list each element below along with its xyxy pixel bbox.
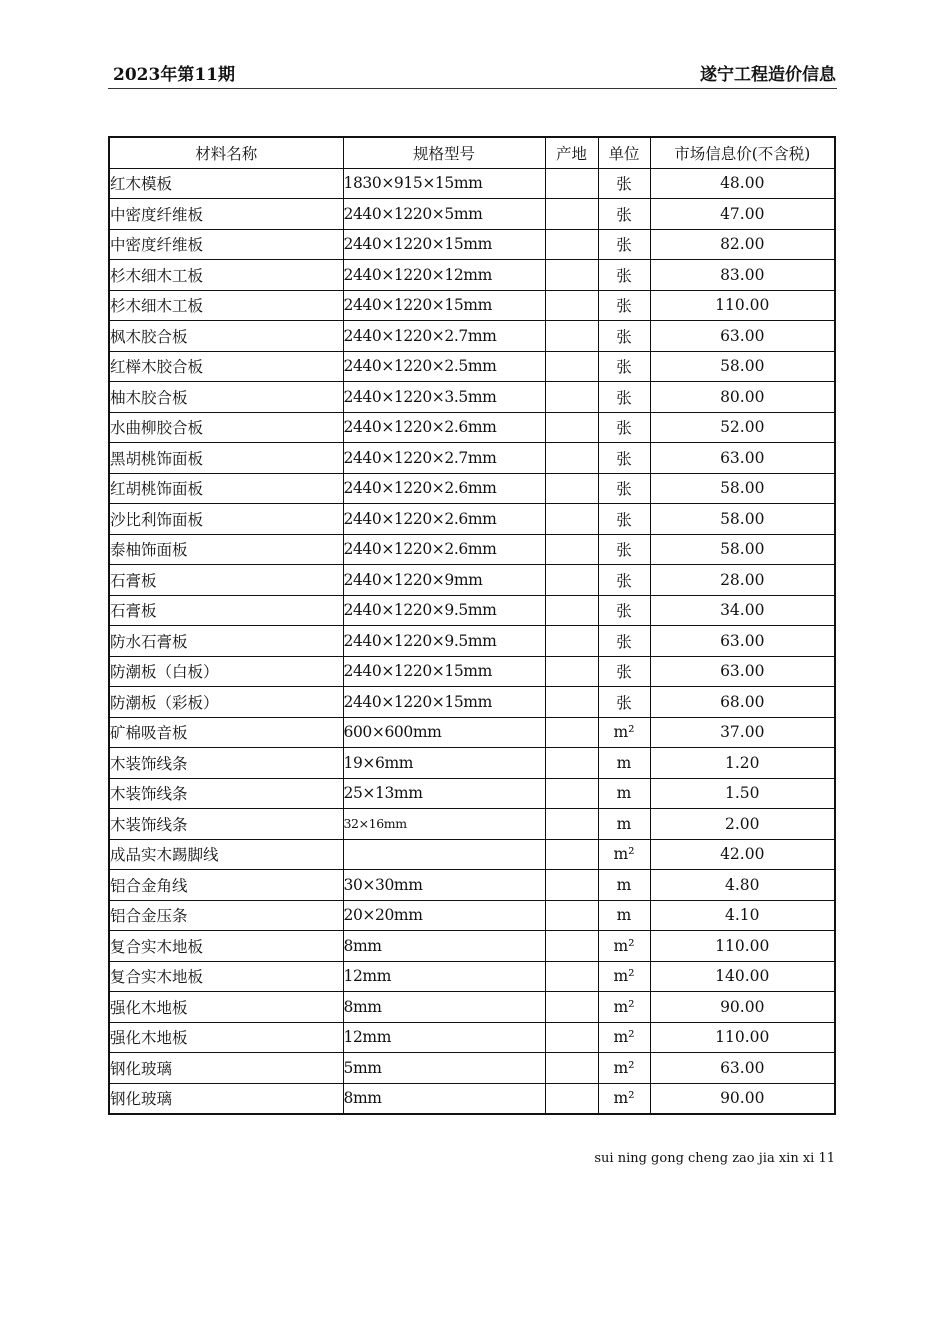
table-row <box>109 229 835 260</box>
unit-cell: 张 <box>598 473 650 504</box>
origin-cell <box>545 229 598 260</box>
origin-cell <box>545 168 598 199</box>
table-row <box>109 717 835 748</box>
table-row <box>109 412 835 443</box>
material-name-cell: 成品实木踢脚线 <box>109 839 343 870</box>
column-header-price: 市场信息价(不含税) <box>650 137 835 168</box>
unit-cell: 张 <box>598 229 650 260</box>
material-name-cell: 中密度纤维板 <box>109 229 343 260</box>
unit-cell: m <box>598 778 650 809</box>
origin-cell <box>545 565 598 596</box>
spec-cell: 1830×915×15mm <box>343 168 545 199</box>
table-row <box>109 534 835 565</box>
table-row <box>109 1083 835 1114</box>
table-row <box>109 443 835 474</box>
price-table <box>108 136 836 1115</box>
origin-cell <box>545 1022 598 1053</box>
material-name-cell: 复合实木地板 <box>109 961 343 992</box>
table-row <box>109 382 835 413</box>
origin-cell <box>545 1053 598 1084</box>
unit-cell: 张 <box>598 687 650 718</box>
unit-cell: 张 <box>598 504 650 535</box>
table-row <box>109 321 835 352</box>
issue-label: 2023年第11期 <box>113 65 235 85</box>
unit-cell: m² <box>598 1022 650 1053</box>
spec-cell: 2440×1220×15mm <box>343 656 545 687</box>
unit-cell: m² <box>598 961 650 992</box>
origin-cell <box>545 778 598 809</box>
unit-cell: 张 <box>598 321 650 352</box>
price-cell: 110.00 <box>650 290 835 321</box>
material-name-cell: 强化木地板 <box>109 992 343 1023</box>
price-cell: 4.10 <box>650 900 835 931</box>
table-row <box>109 687 835 718</box>
unit-cell: 张 <box>598 168 650 199</box>
material-name-cell: 泰柚饰面板 <box>109 534 343 565</box>
price-cell: 37.00 <box>650 717 835 748</box>
spec-cell: 30×30mm <box>343 870 545 901</box>
origin-cell <box>545 351 598 382</box>
price-cell: 110.00 <box>650 931 835 962</box>
material-name-cell: 石膏板 <box>109 565 343 596</box>
unit-cell: 张 <box>598 351 650 382</box>
price-cell: 47.00 <box>650 199 835 230</box>
spec-cell: 2440×1220×9mm <box>343 565 545 596</box>
material-name-cell: 水曲柳胶合板 <box>109 412 343 443</box>
spec-cell: 2440×1220×2.6mm <box>343 473 545 504</box>
price-cell: 58.00 <box>650 504 835 535</box>
material-name-cell: 木装饰线条 <box>109 778 343 809</box>
spec-cell: 5mm <box>343 1053 545 1084</box>
table-row <box>109 595 835 626</box>
origin-cell <box>545 290 598 321</box>
unit-cell: 张 <box>598 565 650 596</box>
price-cell: 90.00 <box>650 1083 835 1114</box>
unit-cell: m² <box>598 992 650 1023</box>
origin-cell <box>545 412 598 443</box>
material-name-cell: 杉木细木工板 <box>109 290 343 321</box>
price-cell: 140.00 <box>650 961 835 992</box>
price-cell: 63.00 <box>650 656 835 687</box>
material-name-cell: 防潮板（彩板） <box>109 687 343 718</box>
price-cell: 4.80 <box>650 870 835 901</box>
origin-cell <box>545 870 598 901</box>
table-row <box>109 351 835 382</box>
spec-cell: 2440×1220×2.5mm <box>343 351 545 382</box>
material-name-cell: 防水石膏板 <box>109 626 343 657</box>
origin-cell <box>545 656 598 687</box>
unit-cell: 张 <box>598 382 650 413</box>
unit-cell: 张 <box>598 260 650 291</box>
origin-cell <box>545 931 598 962</box>
table-row <box>109 992 835 1023</box>
spec-cell: 2440×1220×5mm <box>343 199 545 230</box>
material-name-cell: 矿棉吸音板 <box>109 717 343 748</box>
origin-cell <box>545 687 598 718</box>
unit-cell: m <box>598 748 650 779</box>
origin-cell <box>545 717 598 748</box>
spec-cell: 32×16mm <box>343 809 545 840</box>
table-row <box>109 168 835 199</box>
material-name-cell: 钢化玻璃 <box>109 1053 343 1084</box>
material-name-cell: 木装饰线条 <box>109 748 343 779</box>
material-name-cell: 强化木地板 <box>109 1022 343 1053</box>
spec-cell: 2440×1220×3.5mm <box>343 382 545 413</box>
spec-cell: 2440×1220×9.5mm <box>343 595 545 626</box>
table-row <box>109 1053 835 1084</box>
spec-cell: 12mm <box>343 1022 545 1053</box>
unit-cell: 张 <box>598 656 650 687</box>
material-name-cell: 枫木胶合板 <box>109 321 343 352</box>
origin-cell <box>545 443 598 474</box>
origin-cell <box>545 809 598 840</box>
unit-cell: 张 <box>598 443 650 474</box>
price-cell: 63.00 <box>650 626 835 657</box>
origin-cell <box>545 534 598 565</box>
spec-cell: 2440×1220×15mm <box>343 290 545 321</box>
price-cell: 42.00 <box>650 839 835 870</box>
price-cell: 28.00 <box>650 565 835 596</box>
price-cell: 68.00 <box>650 687 835 718</box>
material-name-cell: 中密度纤维板 <box>109 199 343 230</box>
unit-cell: m <box>598 809 650 840</box>
spec-cell: 2440×1220×15mm <box>343 687 545 718</box>
material-name-cell: 铝合金压条 <box>109 900 343 931</box>
price-cell: 63.00 <box>650 443 835 474</box>
table-row <box>109 900 835 931</box>
page-footer: sui ning gong cheng zao jia xin xi 11 <box>594 1151 835 1166</box>
material-name-cell: 杉木细木工板 <box>109 260 343 291</box>
price-cell: 63.00 <box>650 1053 835 1084</box>
material-name-cell: 红木模板 <box>109 168 343 199</box>
price-cell: 83.00 <box>650 260 835 291</box>
table-row <box>109 778 835 809</box>
table-body <box>109 168 835 1114</box>
column-header-unit: 单位 <box>598 137 650 168</box>
unit-cell: 张 <box>598 626 650 657</box>
column-header-name: 材料名称 <box>109 137 343 168</box>
spec-cell: 8mm <box>343 1083 545 1114</box>
publication-title: 遂宁工程造价信息 <box>700 65 836 85</box>
price-cell: 58.00 <box>650 351 835 382</box>
spec-cell: 2440×1220×2.6mm <box>343 534 545 565</box>
material-name-cell: 石膏板 <box>109 595 343 626</box>
price-cell: 82.00 <box>650 229 835 260</box>
material-name-cell: 柚木胶合板 <box>109 382 343 413</box>
spec-cell: 8mm <box>343 992 545 1023</box>
origin-cell <box>545 473 598 504</box>
spec-cell: 19×6mm <box>343 748 545 779</box>
spec-cell: 2440×1220×2.7mm <box>343 321 545 352</box>
unit-cell: m² <box>598 1053 650 1084</box>
material-name-cell: 沙比利饰面板 <box>109 504 343 535</box>
material-name-cell: 红胡桃饰面板 <box>109 473 343 504</box>
price-cell: 34.00 <box>650 595 835 626</box>
origin-cell <box>545 321 598 352</box>
table-row <box>109 290 835 321</box>
price-cell: 1.20 <box>650 748 835 779</box>
material-name-cell: 铝合金角线 <box>109 870 343 901</box>
unit-cell: 张 <box>598 199 650 230</box>
unit-cell: m² <box>598 717 650 748</box>
unit-cell: m² <box>598 839 650 870</box>
unit-cell: 张 <box>598 412 650 443</box>
spec-cell: 2440×1220×15mm <box>343 229 545 260</box>
unit-cell: m² <box>598 1083 650 1114</box>
table-row <box>109 1022 835 1053</box>
price-cell: 58.00 <box>650 534 835 565</box>
unit-cell: m <box>598 870 650 901</box>
origin-cell <box>545 595 598 626</box>
price-cell: 1.50 <box>650 778 835 809</box>
spec-cell: 12mm <box>343 961 545 992</box>
spec-cell: 2440×1220×2.6mm <box>343 412 545 443</box>
origin-cell <box>545 260 598 291</box>
unit-cell: 张 <box>598 534 650 565</box>
origin-cell <box>545 961 598 992</box>
price-cell: 90.00 <box>650 992 835 1023</box>
spec-cell: 8mm <box>343 931 545 962</box>
price-cell: 2.00 <box>650 809 835 840</box>
origin-cell <box>545 504 598 535</box>
table-row <box>109 565 835 596</box>
spec-cell: 20×20mm <box>343 900 545 931</box>
price-cell: 52.00 <box>650 412 835 443</box>
unit-cell: 张 <box>598 595 650 626</box>
origin-cell <box>545 839 598 870</box>
column-header-spec: 规格型号 <box>343 137 545 168</box>
table-row <box>109 199 835 230</box>
material-name-cell: 木装饰线条 <box>109 809 343 840</box>
price-cell: 48.00 <box>650 168 835 199</box>
origin-cell <box>545 1083 598 1114</box>
table-header <box>109 137 835 168</box>
material-name-cell: 钢化玻璃 <box>109 1083 343 1114</box>
table-row <box>109 931 835 962</box>
price-cell: 58.00 <box>650 473 835 504</box>
spec-cell: 25×13mm <box>343 778 545 809</box>
spec-cell: 2440×1220×9.5mm <box>343 626 545 657</box>
table-row <box>109 839 835 870</box>
table-row <box>109 626 835 657</box>
spec-cell <box>343 839 545 870</box>
price-cell: 80.00 <box>650 382 835 413</box>
header-divider <box>108 88 837 89</box>
price-cell: 63.00 <box>650 321 835 352</box>
origin-cell <box>545 992 598 1023</box>
table-row <box>109 473 835 504</box>
spec-cell: 2440×1220×12mm <box>343 260 545 291</box>
table-row <box>109 870 835 901</box>
origin-cell <box>545 199 598 230</box>
table-row <box>109 260 835 291</box>
table-row <box>109 809 835 840</box>
table-row <box>109 656 835 687</box>
material-name-cell: 复合实木地板 <box>109 931 343 962</box>
price-cell: 110.00 <box>650 1022 835 1053</box>
material-name-cell: 防潮板（白板） <box>109 656 343 687</box>
origin-cell <box>545 900 598 931</box>
table-header-row <box>109 137 835 168</box>
spec-cell: 600×600mm <box>343 717 545 748</box>
spec-cell: 2440×1220×2.6mm <box>343 504 545 535</box>
origin-cell <box>545 748 598 779</box>
column-header-origin: 产地 <box>545 137 598 168</box>
table-row <box>109 748 835 779</box>
unit-cell: m <box>598 900 650 931</box>
unit-cell: 张 <box>598 290 650 321</box>
table-row <box>109 504 835 535</box>
material-name-cell: 黑胡桃饰面板 <box>109 443 343 474</box>
table-row <box>109 961 835 992</box>
origin-cell <box>545 626 598 657</box>
spec-cell: 2440×1220×2.7mm <box>343 443 545 474</box>
unit-cell: m² <box>598 931 650 962</box>
origin-cell <box>545 382 598 413</box>
material-name-cell: 红榉木胶合板 <box>109 351 343 382</box>
